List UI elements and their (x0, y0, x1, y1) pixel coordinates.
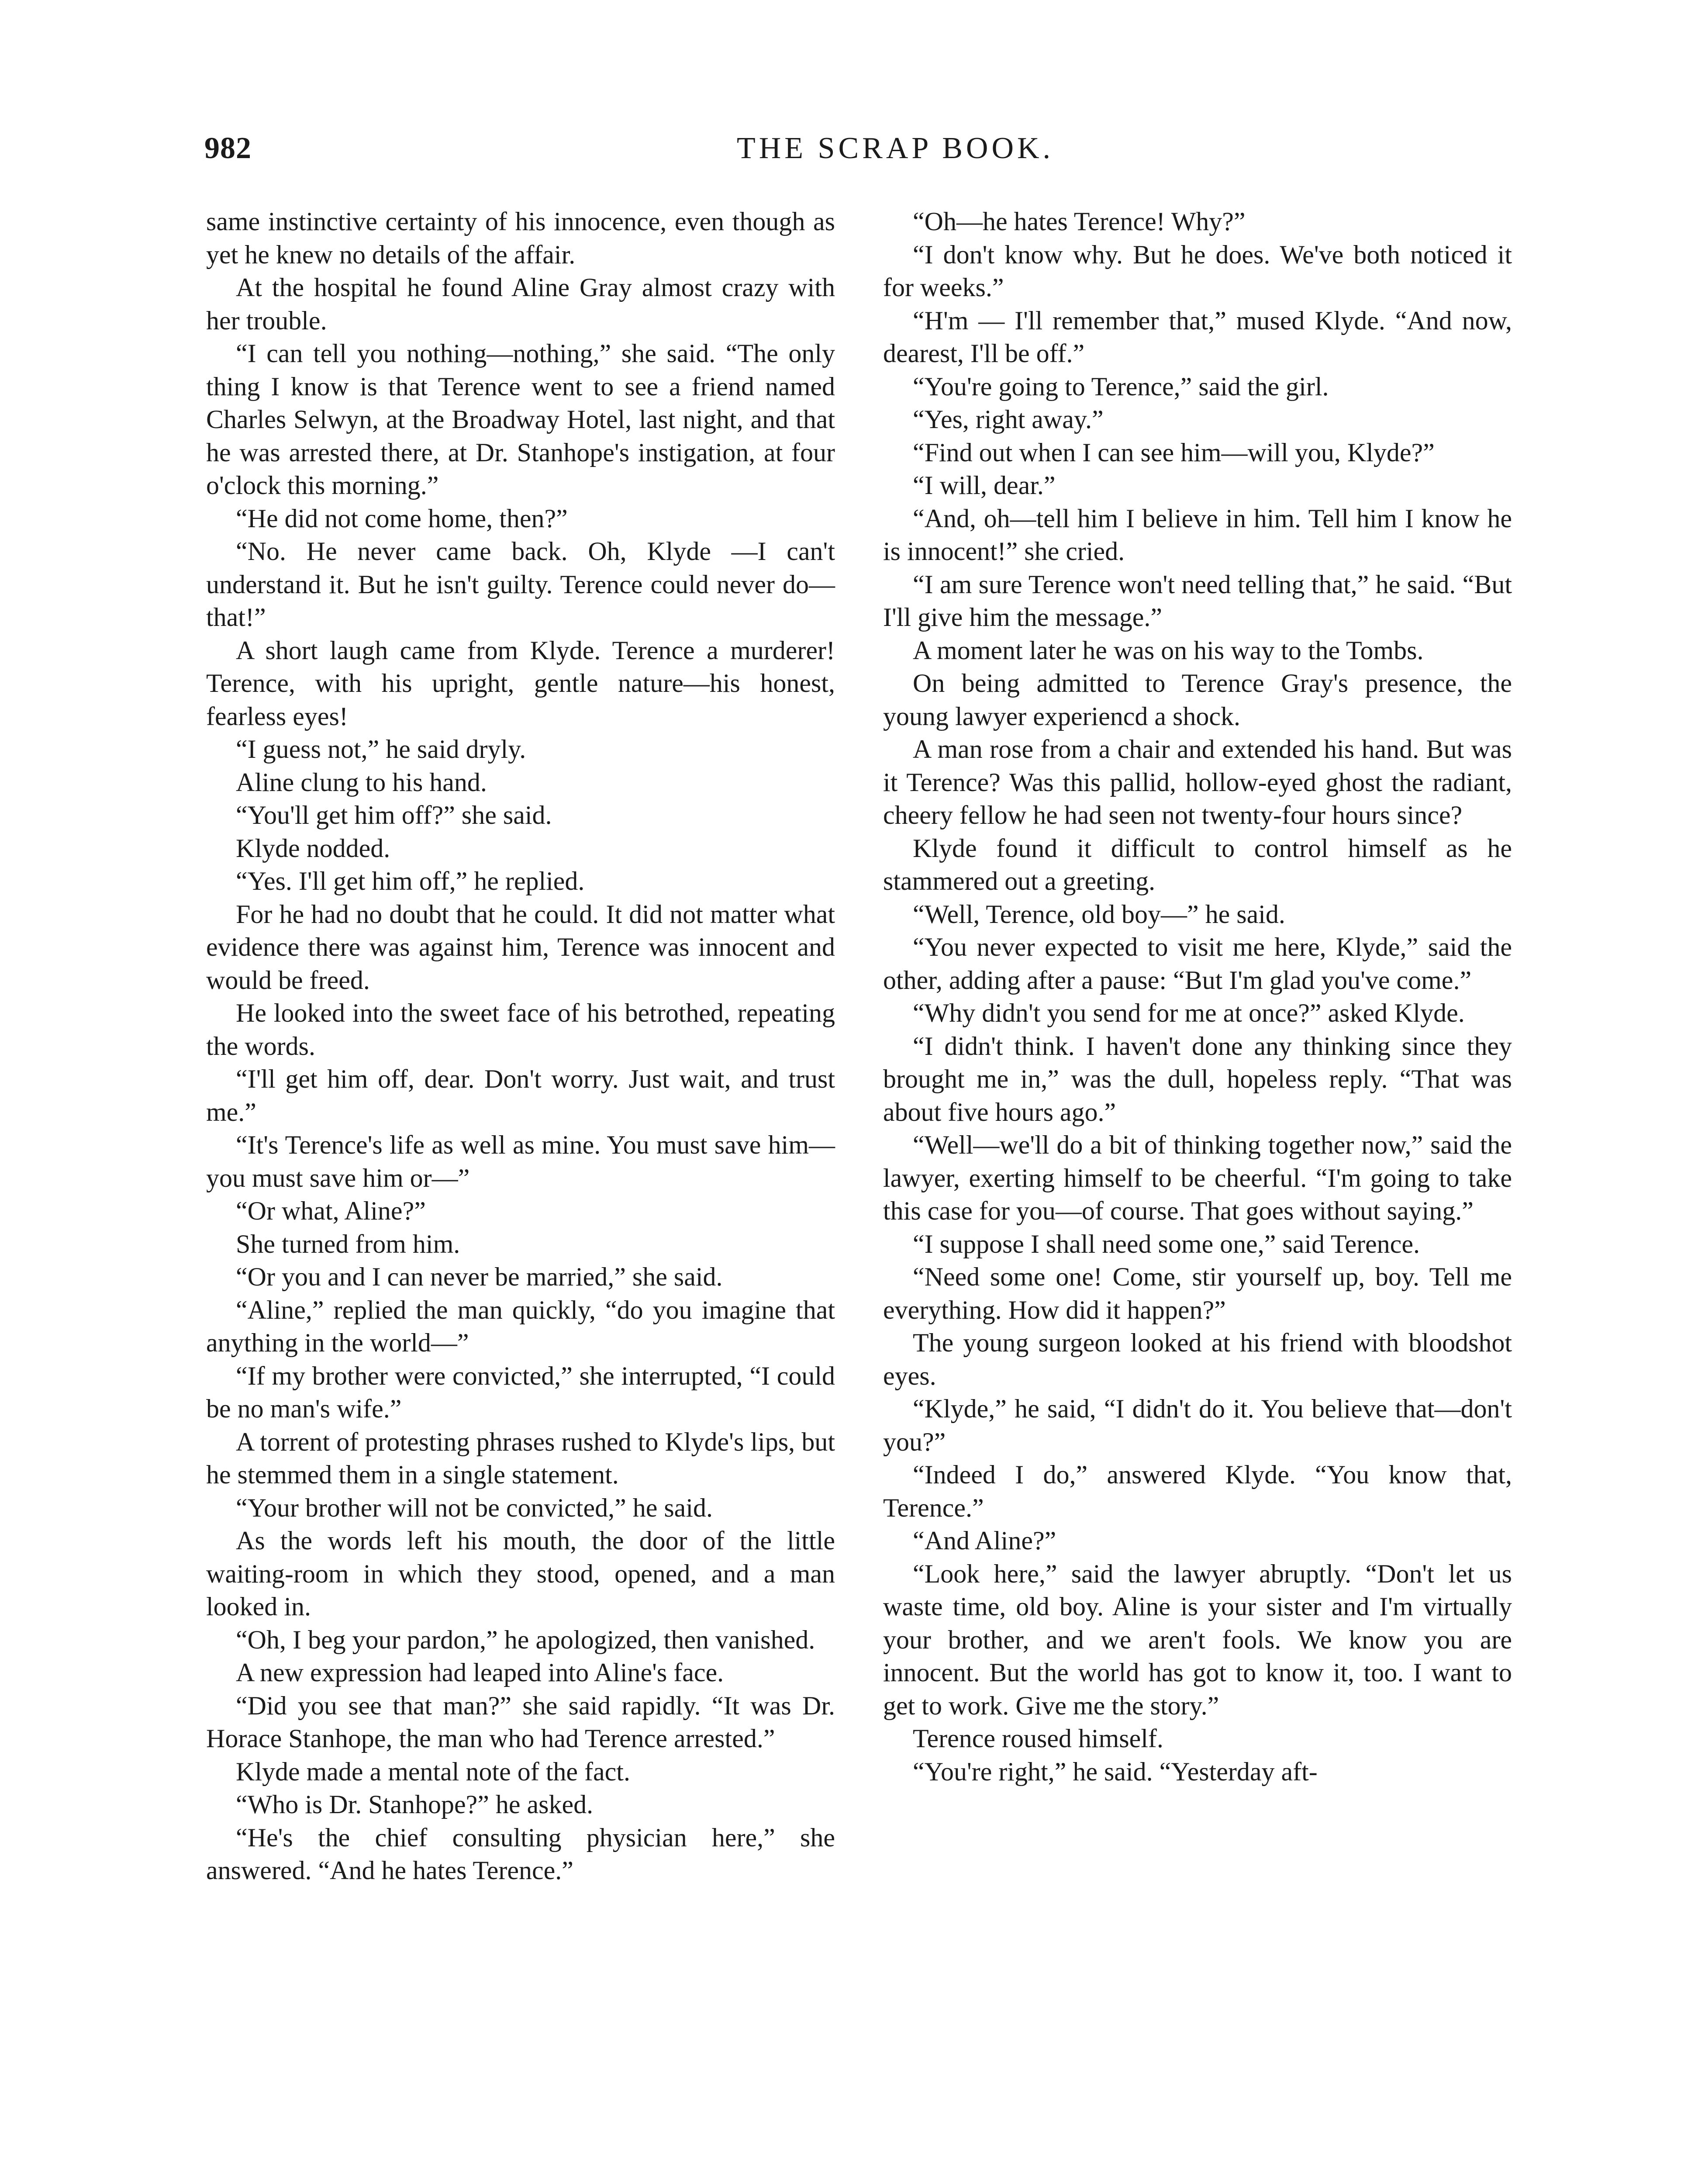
paragraph: “I didn't think. I haven't done any thinking since they brought me in,” was the dull, hopeless reply. “That was about five hours ago.” (883, 1031, 1512, 1127)
paragraph: The young surgeon looked at his friend with bloodshot eyes. (883, 1328, 1512, 1390)
paragraph: On being admitted to Terence Gray's presence, the young lawyer experiencd a shock. (883, 669, 1512, 731)
paragraph: “And, oh—tell him I believe in him. Tell him I know he is innocent!” she cried. (883, 504, 1512, 566)
paragraph: “Indeed I do,” answered Klyde. “You know that, Terence.” (883, 1460, 1512, 1522)
paragraph: A moment later he was on his way to the Tombs. (913, 636, 1424, 665)
paragraph: “No. He never came back. Oh, Klyde —I can't understand it. But he isn't guilty. Terence could never do—that!” (206, 537, 835, 632)
paragraph: “I suppose I shall need some one,” said Terence. (913, 1229, 1420, 1258)
page-number: 982 (204, 131, 252, 165)
paragraph: “Well—we'll do a bit of thinking together now,” said the lawyer, exerting himself to be cheerful. “I'm going to take this case for you—of course. That goes without saying.” (883, 1130, 1512, 1225)
running-head: THE SCRAP BOOK. (736, 131, 1054, 165)
paragraph: “And Aline?” (913, 1526, 1056, 1555)
paragraph: “Yes. I'll get him off,” he replied. (236, 867, 585, 895)
paragraph: A short laugh came from Klyde. Terence a murderer! Terence, with his upright, gentle nature—his honest, fearless eyes! (206, 636, 835, 731)
paragraph: “Or you and I can never be married,” she said. (236, 1262, 723, 1291)
right-column (883, 205, 1512, 1788)
paragraph: “Yes, right away.” (913, 405, 1104, 434)
paragraph: “He's the chief consulting physician here,” she answered. “And he hates Terence.” (206, 1823, 835, 1885)
paragraph: “Look here,” said the lawyer abruptly. “Don't let us waste time, old boy. Aline is your sister and I'm virtually your brother, and we aren't fools. We know you are innocent. But the world has got to know it, too. I want to get to work. Give me the story.” (883, 1559, 1512, 1720)
paragraph: “I can tell you nothing—nothing,” she said. “The only thing I know is that Terence went to see a friend named Charles Selwyn, at the Broadway Hotel, last night, and that he was arrested there, at Dr. Stanhope's instigation, at four o'clock this morning.” (206, 339, 835, 500)
paragraph: “I don't know why. But he does. We've both noticed it for weeks.” (883, 240, 1512, 302)
paragraph: “Find out when I can see him—will you, Klyde?” (913, 438, 1435, 467)
paragraph: “Why didn't you send for me at once?” asked Klyde. (913, 999, 1465, 1027)
left-column (206, 205, 835, 1887)
paragraph: “He did not come home, then?” (236, 504, 568, 533)
paragraph: For he had no doubt that he could. It did not matter what evidence there was against him, Terence was innocent and would be freed. (206, 899, 835, 995)
paragraph: Terence roused himself. (913, 1724, 1163, 1753)
paragraph: A new expression had leaped into Aline's face. (236, 1658, 724, 1687)
paragraph: same instinctive certainty of his innocence, even though as yet he knew no details of the affair. (206, 207, 835, 269)
paragraph: Klyde made a mental note of the fact. (236, 1757, 630, 1786)
paragraph: He looked into the sweet face of his betrothed, repeating the words. (206, 999, 835, 1061)
paragraph: “Klyde,” he said, “I didn't do it. You believe that—don't you?” (883, 1394, 1512, 1456)
paragraph: A torrent of protesting phrases rushed to Klyde's lips, but he stemmed them in a single statement. (206, 1427, 835, 1489)
paragraph: “Need some one! Come, stir yourself up, boy. Tell me everything. How did it happen?” (883, 1262, 1512, 1324)
paragraph: “Your brother will not be convicted,” he said. (236, 1493, 713, 1522)
paragraph: “Aline,” replied the man quickly, “do you imagine that anything in the world—” (206, 1295, 835, 1357)
paragraph: “I will, dear.” (913, 471, 1056, 500)
paragraph: “Or what, Aline?” (236, 1196, 426, 1225)
paragraph: “H'm — I'll remember that,” mused Klyde. “And now, dearest, I'll be off.” (883, 306, 1512, 368)
paragraph: At the hospital he found Aline Gray almost crazy with her trouble. (206, 273, 835, 335)
paragraph: “Oh, I beg your pardon,” he apologized, then vanished. (236, 1625, 815, 1654)
paragraph: Aline clung to his hand. (236, 767, 487, 797)
paragraph: “I'll get him off, dear. Don't worry. Just wait, and trust me.” (206, 1064, 835, 1127)
paragraph: A man rose from a chair and extended his hand. But was it Terence? Was this pallid, hollow-eyed ghost the radiant, cheery fellow he had seen not twenty-four hours since? (883, 735, 1512, 829)
paragraph: “Well, Terence, old boy—” he said. (913, 899, 1285, 929)
paragraph: “Oh—he hates Terence! Why?” (913, 207, 1246, 236)
paragraph: “You never expected to visit me here, Klyde,” said the other, adding after a pause: “But I'm glad you've come.” (883, 933, 1512, 995)
paragraph: “It's Terence's life as well as mine. You must save him—you must save him or—” (206, 1130, 835, 1192)
paragraph: “You're right,” he said. “Yesterday aft- (913, 1757, 1318, 1786)
paragraph: As the words left his mouth, the door of the little waiting-room in which they stood, opened, and a man looked in. (206, 1526, 835, 1621)
paragraph: Klyde found it difficult to control himself as he stammered out a greeting. (883, 833, 1512, 895)
paragraph: “Who is Dr. Stanhope?” he asked. (236, 1790, 594, 1819)
paragraph: “If my brother were convicted,” she interrupted, “I could be no man's wife.” (206, 1361, 835, 1423)
paragraph: Klyde nodded. (236, 833, 390, 863)
paragraph: “I guess not,” he said dryly. (236, 735, 526, 764)
paragraph: “You'll get him off?” she said. (236, 801, 552, 829)
paragraph: She turned from him. (236, 1229, 460, 1258)
paragraph: “Did you see that man?” she said rapidly. “It was Dr. Horace Stanhope, the man who had Terence arrested.” (206, 1691, 835, 1753)
paragraph: “I am sure Terence won't need telling that,” he said. “But I'll give him the message.” (883, 570, 1512, 632)
paragraph: “You're going to Terence,” said the girl. (913, 372, 1329, 401)
